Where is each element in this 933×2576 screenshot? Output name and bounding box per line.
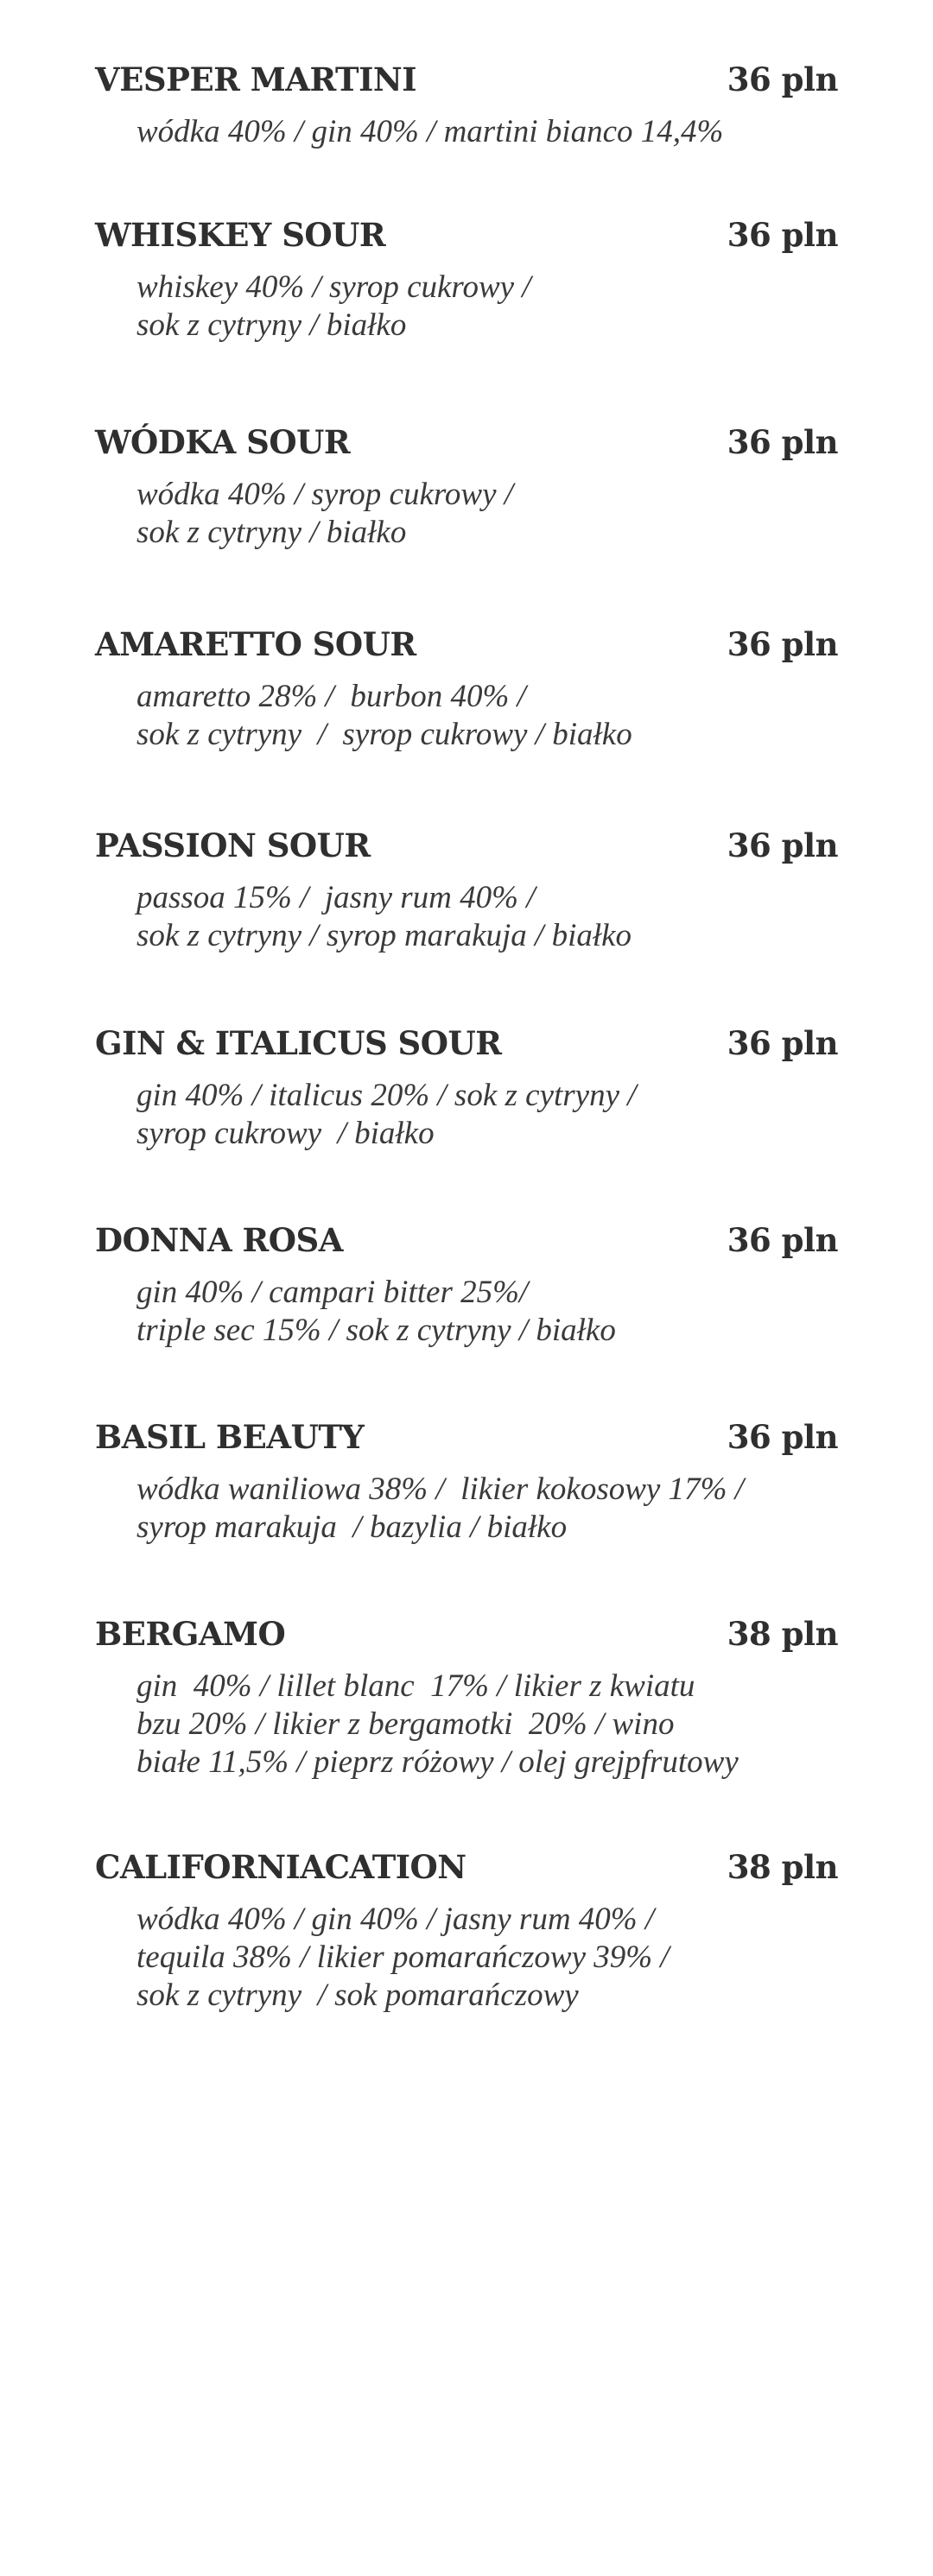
description-line: whiskey 40% / syrop cukrowy / (136, 269, 531, 305)
description-line: białe 11,5% / pieprz różowy / olej grejpfrutowy (136, 1744, 739, 1780)
description-line: gin 40% / italicus 20% / sok z cytryny / (136, 1078, 637, 1113)
item-price: 36 pln (727, 1024, 838, 1062)
description-line: syrop cukrowy / białko (136, 1116, 435, 1151)
item-price: 36 pln (727, 826, 838, 864)
item-price: 38 pln (727, 1615, 838, 1653)
description-line: syrop marakuja / bazylia / białko (136, 1510, 568, 1545)
item-name: WHISKEY SOUR (95, 216, 386, 254)
description-line: sok z cytryny / syrop marakuja / białko (136, 918, 632, 953)
item-description (136, 1668, 854, 1782)
item-name: PASSION SOUR (95, 826, 371, 864)
item-description (136, 1471, 854, 1547)
item-price: 36 pln (727, 1418, 838, 1456)
description-line: wódka waniliowa 38% / likier kokosowy 17% / (136, 1472, 744, 1507)
description-line: sok z cytryny / sok pomarańczowy (136, 1978, 579, 2013)
item-price: 36 pln (727, 216, 838, 254)
item-description (136, 879, 854, 955)
description-line: wódka 40% / syrop cukrowy / (136, 477, 514, 512)
item-name: GIN & ITALICUS SOUR (95, 1024, 502, 1062)
item-name: AMARETTO SOUR (95, 625, 416, 663)
description-line: gin 40% / campari bitter 25%/ (136, 1275, 529, 1310)
item-description (136, 269, 854, 345)
description-line: wódka 40% / gin 40% / jasny rum 40% / (136, 1902, 655, 1937)
description-line: wódka 40% / gin 40% / martini bianco 14,4% (136, 114, 724, 149)
item-price: 38 pln (727, 1848, 838, 1886)
description-line: sok z cytryny / syrop cukrowy / białko (136, 717, 632, 752)
description-line: bzu 20% / likier z bergamotki 20% / wino (136, 1706, 675, 1742)
item-price: 36 pln (727, 625, 838, 663)
item-name: BERGAMO (95, 1615, 286, 1653)
item-description (136, 113, 854, 151)
description-line: sok z cytryny / białko (136, 307, 407, 343)
item-description (136, 476, 854, 552)
item-name: DONNA ROSA (95, 1221, 343, 1259)
description-line: tequila 38% / likier pomarańczowy 39% / (136, 1940, 670, 1975)
item-description (136, 678, 854, 754)
item-price: 36 pln (727, 1221, 838, 1259)
item-description (136, 1274, 854, 1350)
description-line: amaretto 28% / burbon 40% / (136, 679, 526, 714)
description-line: sok z cytryny / białko (136, 515, 407, 550)
item-name: VESPER MARTINI (95, 60, 417, 98)
item-description (136, 1077, 854, 1153)
item-name: CALIFORNIACATION (95, 1848, 466, 1886)
description-line: triple sec 15% / sok z cytryny / białko (136, 1313, 616, 1348)
description-line: gin 40% / lillet blanc 17% / likier z kwiatu (136, 1668, 695, 1704)
description-line: passoa 15% / jasny rum 40% / (136, 880, 536, 915)
item-price: 36 pln (727, 423, 838, 461)
item-description (136, 1901, 854, 2015)
item-price: 36 pln (727, 60, 838, 98)
item-name: WÓDKA SOUR (95, 423, 351, 461)
item-name: BASIL BEAUTY (95, 1418, 365, 1456)
